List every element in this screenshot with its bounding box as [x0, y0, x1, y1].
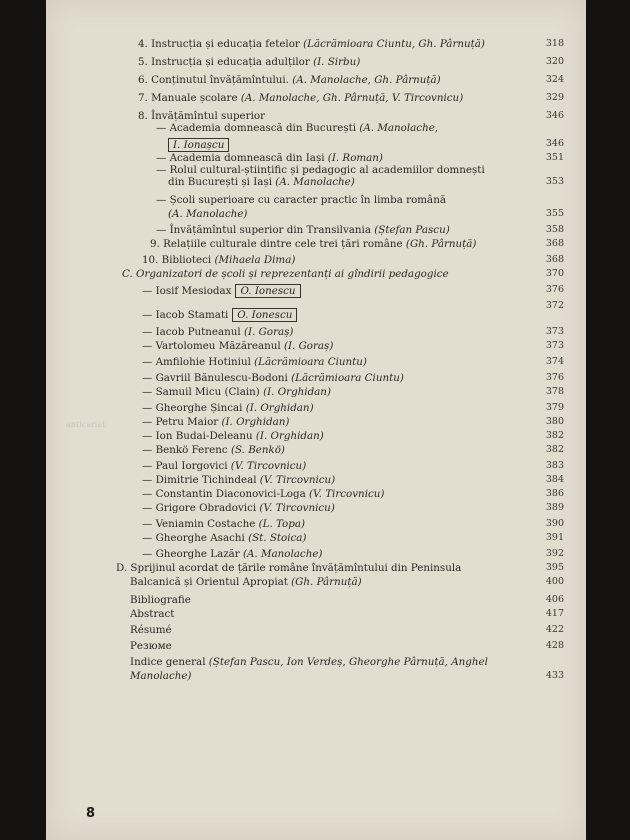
- toc-entry: [142, 518, 305, 530]
- toc-entry: [130, 656, 488, 668]
- toc-entry-title: 8. Învățămîntul superior: [138, 110, 265, 122]
- toc-entry-title: 6. Conținutul învățămîntului.: [138, 74, 289, 86]
- toc-entry-author: (S. Benkö): [227, 444, 285, 456]
- toc-entry-title: 9. Relațiile culturale dintre cele trei țări române: [150, 238, 403, 250]
- toc-entry: [156, 122, 438, 134]
- toc-entry-title: — Academia domnească din București: [156, 122, 357, 134]
- toc-entry: [142, 386, 331, 398]
- toc-entry-author: (Lăcrămioara Ciuntu): [250, 356, 367, 368]
- toc-entry: [156, 194, 446, 206]
- toc-entry-title: Abstract: [130, 608, 175, 620]
- toc-entry-title: — Gheorghe Lazăr: [142, 548, 240, 560]
- toc-page-number: 370: [545, 268, 564, 279]
- toc-page-number: 324: [545, 74, 564, 85]
- toc-entry-author: (A. Manolache, Gh. Pârnuță, V. Tircovnicu): [237, 92, 464, 104]
- toc-page-number: 318: [545, 38, 564, 49]
- table-of-contents: [46, 0, 586, 840]
- toc-entry-title: Résumé: [130, 624, 172, 636]
- toc-entry: [142, 308, 297, 322]
- toc-entry-author: (V. Tircovnicu): [227, 460, 307, 472]
- toc-entry: [130, 640, 172, 652]
- toc-entry-title: — Samuil Micu (Clain): [142, 386, 260, 398]
- toc-entry: [138, 56, 360, 68]
- toc-entry: [142, 474, 335, 486]
- toc-page-number: 433: [545, 670, 564, 681]
- toc-entry: [142, 402, 314, 414]
- toc-entry-author-boxed: O. Ionescu: [235, 284, 300, 298]
- toc-entry-author: (Gh. Pârnuță): [402, 238, 477, 250]
- toc-entry-title: — Învățămîntul superior din Transilvania: [156, 224, 371, 236]
- toc-page-number: 353: [545, 176, 564, 187]
- toc-entry-author: (I. Goraș): [240, 326, 294, 338]
- toc-page-number: 392: [545, 548, 564, 559]
- toc-entry-title: 10. Biblioteci: [142, 254, 212, 266]
- toc-entry-author-boxed: O. Ionescu: [232, 308, 297, 322]
- toc-page-number: 351: [545, 152, 564, 163]
- toc-page-number: 373: [545, 340, 564, 351]
- toc-entry: [130, 608, 174, 620]
- toc-entry-author: (A. Manolache, Gh. Pârnuță): [288, 74, 441, 86]
- toc-entry-title: — Benkö Ferenc: [142, 444, 228, 456]
- toc-page-number: 355: [545, 208, 564, 219]
- toc-entry-title: — Gavriil Bănulescu-Bodoni: [142, 372, 288, 384]
- toc-entry-title: — Vartolomeu Măzăreanul: [142, 340, 281, 352]
- toc-entry: [142, 284, 301, 298]
- toc-entry: [168, 208, 247, 220]
- toc-page-number: 376: [545, 372, 564, 383]
- toc-entry-author: (V. Tircovnicu): [256, 474, 336, 486]
- toc-entry-author: (I. Sirbu): [309, 56, 361, 68]
- toc-entry: [138, 38, 485, 50]
- toc-page-number: 391: [545, 532, 564, 543]
- toc-entry-author: C. Organizatori de școli și reprezentanți ai gîndirii pedagogice: [122, 268, 449, 280]
- toc-page-number: 372: [545, 300, 564, 311]
- toc-page-number: 386: [545, 488, 564, 499]
- toc-entry-title: Bibliografie: [130, 594, 191, 606]
- toc-entry: [142, 416, 289, 428]
- toc-entry: [142, 356, 367, 368]
- toc-entry-author: (Lăcrămioara Ciuntu, Gh. Pârnuță): [299, 38, 485, 50]
- toc-entry-title: — Academia domnească din Iași: [156, 152, 325, 164]
- toc-entry-title: — Amfilohie Hotiniul: [142, 356, 251, 368]
- toc-entry: [142, 340, 333, 352]
- toc-entry-author: (I. Orghidan): [259, 386, 331, 398]
- toc-entry-title: — Grigore Obradovici: [142, 502, 257, 514]
- toc-entry: [142, 460, 306, 472]
- toc-page-number: 378: [545, 386, 564, 397]
- toc-entry: [130, 576, 362, 588]
- toc-entry-title: — Iacob Putneanul: [142, 326, 241, 338]
- toc-entry-title: Резюме: [130, 640, 172, 652]
- toc-entry-author: (V. Tircovnicu): [256, 502, 335, 514]
- toc-entry: [138, 92, 463, 104]
- toc-entry: [138, 110, 265, 122]
- toc-entry-author: (V. Tircovnicu): [305, 488, 385, 500]
- toc-page-number: 358: [545, 224, 564, 235]
- toc-entry: [142, 372, 404, 384]
- toc-entry-title: — Dimitrie Tichindeal: [142, 474, 257, 486]
- toc-entry-author: (Gh. Pârnuță): [287, 576, 362, 588]
- toc-entry: [142, 532, 306, 544]
- toc-entry-title: 7. Manuale școlare: [138, 92, 238, 104]
- toc-page-number: 428: [545, 640, 564, 651]
- toc-entry: [156, 164, 485, 176]
- toc-entry-title: — Petru Maior: [142, 416, 219, 428]
- toc-entry-author: (A. Manolache): [239, 548, 323, 560]
- toc-entry: [168, 176, 355, 188]
- toc-page-number: 376: [545, 284, 564, 295]
- toc-entry-title: — Gheorghe Asachi: [142, 532, 245, 544]
- toc-page-number: 389: [545, 502, 564, 513]
- toc-entry-title: — Iosif Mesiodax: [142, 285, 232, 297]
- toc-page-number: 346: [545, 110, 564, 121]
- toc-entry: [142, 430, 324, 442]
- toc-page-number: 417: [545, 608, 564, 619]
- toc-entry-title: — Constantin Diaconovici-Loga: [142, 488, 306, 500]
- toc-entry-title: Balcanică și Orientul Apropiat: [130, 576, 288, 588]
- toc-entry-title: — Școli superioare cu caracter practic în limba română: [156, 194, 446, 206]
- toc-entry-author: (A. Manolache): [168, 208, 248, 220]
- toc-entry: [130, 670, 191, 682]
- toc-entry: [142, 488, 384, 500]
- toc-entry-title: — Paul Iorgovici: [142, 460, 228, 472]
- toc-page-number: 380: [545, 416, 564, 427]
- toc-page-number: 384: [545, 474, 564, 485]
- toc-page-number: 400: [545, 576, 564, 587]
- toc-entry-author: (St. Stoica): [244, 532, 307, 544]
- toc-entry-author: (A. Manolache): [272, 176, 355, 188]
- toc-entry: [156, 152, 383, 164]
- toc-entry: [138, 74, 441, 86]
- toc-entry: [130, 624, 172, 636]
- toc-entry: [142, 444, 285, 456]
- toc-entry-author: (Mihaela Dima): [211, 254, 296, 266]
- toc-entry-author: (I. Orghidan): [252, 430, 324, 442]
- toc-page-number: 320: [545, 56, 564, 67]
- toc-entry-title: — Gheorghe Șincai: [142, 402, 243, 414]
- toc-entry-author: (L. Topa): [255, 518, 306, 530]
- toc-entry-title: 4. Instrucția și educația fetelor: [138, 38, 300, 50]
- toc-entry-author: (I. Roman): [324, 152, 383, 164]
- toc-entry: [168, 138, 229, 152]
- toc-entry-title: — Ion Budai-Deleanu: [142, 430, 253, 442]
- toc-page-number: 382: [545, 444, 564, 455]
- toc-entry-author: (Ștefan Pascu): [370, 224, 450, 236]
- book-page: [46, 0, 586, 840]
- toc-page-number: 390: [545, 518, 564, 529]
- page-number: 8: [86, 806, 96, 821]
- toc-entry: [142, 548, 322, 560]
- toc-entry-author: (I. Orghidan): [242, 402, 314, 414]
- toc-entry-title: — Iacob Stamati: [142, 309, 229, 321]
- toc-entry: [156, 224, 450, 236]
- toc-page-number: 368: [545, 254, 564, 265]
- toc-page-number: 382: [545, 430, 564, 441]
- toc-entry: [142, 254, 295, 266]
- toc-page-number: 406: [545, 594, 564, 605]
- watermark: anticariat: [66, 420, 106, 429]
- toc-entry-author: (A. Manolache,: [356, 122, 439, 134]
- toc-page-number: 329: [545, 92, 564, 103]
- toc-entry-title: — Veniamin Costache: [142, 518, 256, 530]
- toc-entry-title: — Rolul cultural-științific și pedagogic al academiilor domnești: [156, 164, 485, 176]
- toc-entry-author: (Lăcrămioara Ciuntu): [287, 372, 404, 384]
- toc-entry-title: 5. Instrucția și educația adulților: [138, 56, 310, 68]
- toc-page-number: 422: [545, 624, 564, 635]
- toc-entry-author: Manolache): [130, 670, 192, 682]
- toc-entry-title: D. Sprijinul acordat de țările române învățămîntului din Peninsula: [116, 562, 462, 574]
- toc-entry-author: (I. Orghidan): [218, 416, 290, 428]
- toc-page-number: 368: [545, 238, 564, 249]
- toc-entry: [142, 502, 335, 514]
- toc-page-number: 383: [545, 460, 564, 471]
- toc-entry-title: Indice general: [130, 656, 206, 668]
- toc-page-number: 374: [545, 356, 564, 367]
- toc-entry: [142, 326, 293, 338]
- toc-page-number: 373: [545, 326, 564, 337]
- toc-entry: [130, 594, 191, 606]
- toc-entry-title: din București și Iași: [168, 176, 273, 188]
- toc-entry-author-boxed: I. Ionașcu: [168, 138, 229, 152]
- toc-entry: [122, 268, 449, 280]
- toc-entry-author: (Ștefan Pascu, Ion Verdeș, Gheorghe Pârnuță, Anghel: [205, 656, 488, 668]
- toc-page-number: 346: [545, 138, 564, 149]
- toc-entry-author: (I. Goraș): [280, 340, 334, 352]
- toc-entry: [150, 238, 476, 250]
- toc-entry: [116, 562, 461, 574]
- toc-page-number: 395: [545, 562, 564, 573]
- toc-page-number: 379: [545, 402, 564, 413]
